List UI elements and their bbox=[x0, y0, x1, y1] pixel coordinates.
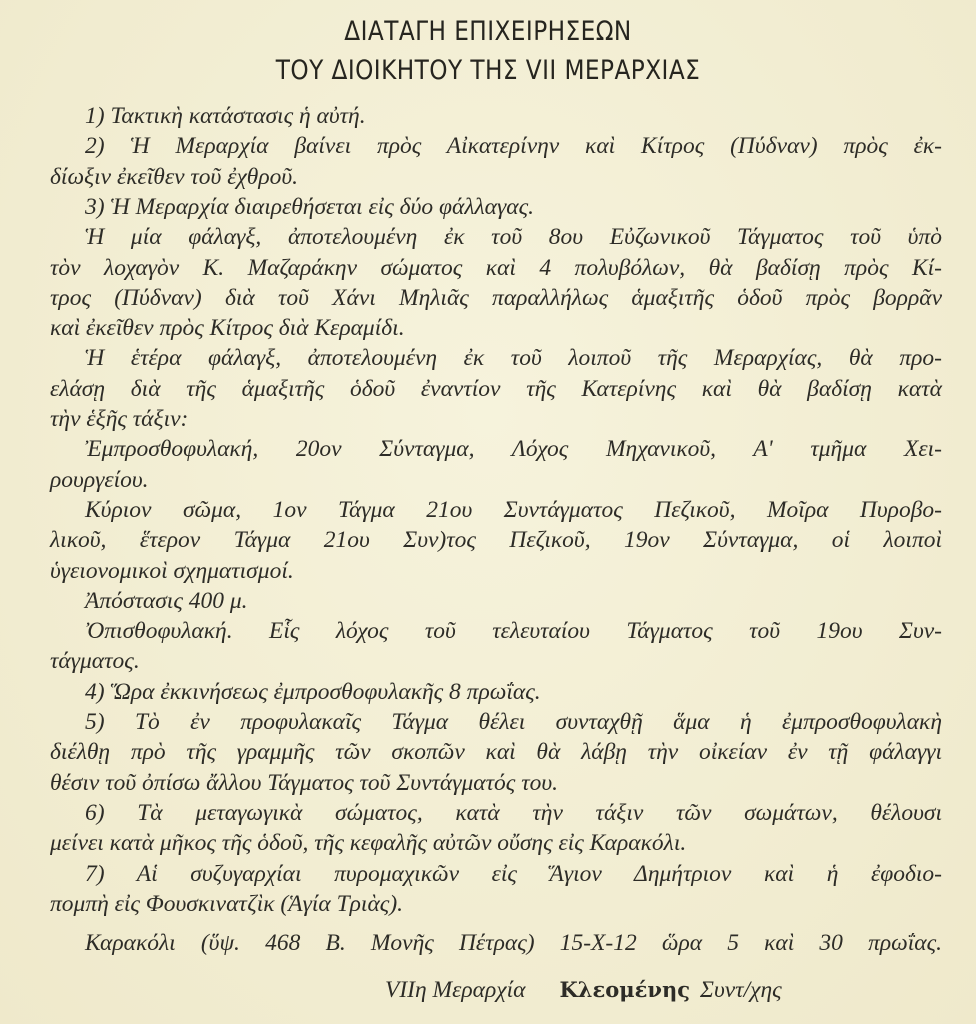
text-line: Ἀπόστασις 400 μ. bbox=[85, 587, 248, 614]
text-line: θέσιν τοῦ ὀπίσω ἄλλου Τάγματος τοῦ Συντάγματός του. bbox=[50, 769, 559, 796]
text-line: Κύριον σῶμα, 1ον Τάγμα 21ου Συντάγματος Πεζικοῦ, Μοῖρα Πυροβο- bbox=[85, 496, 942, 523]
text-line: πομπὴ εἰς Φουσκινατζὶκ (Ἁγία Τριὰς). bbox=[50, 890, 404, 917]
title-line-1: ΔΙΑΤΑΓΗ ΕΠΙΧΕΙΡΗΣΕΩΝ bbox=[344, 16, 632, 47]
signature-division: VIIη Μεραρχία bbox=[385, 977, 526, 1003]
text-line: τάγματος. bbox=[50, 648, 140, 675]
signature-name: Κλεομένης bbox=[559, 977, 690, 1002]
text-line: 7) Αἱ συζυγαρχίαι πυρομαχικῶν εἰς Ἅγιον Δημήτριον καὶ ἡ ἐφοδιο- bbox=[85, 860, 942, 887]
text-line: Ὀπισθοφυλακή. Εἷς λόχος τοῦ τελευταίου Τάγματος τοῦ 19ου Συν- bbox=[85, 618, 942, 645]
text-line: Ἡ ἑτέρα φάλαγξ, ἀποτελουμένη ἐκ τοῦ λοιποῦ τῆς Μεραρχίας, θὰ προ- bbox=[85, 345, 942, 372]
text-line: τὴν ἑξῆς τάξιν: bbox=[50, 406, 189, 432]
text-line: διέλθῃ πρὸ τῆς γραμμῆς τῶν σκοπῶν καὶ θὰ λάβῃ τὴν οἰκείαν ἐν τῇ φάλαγγι bbox=[50, 739, 942, 766]
text-line: τρος (Πύδναν) διὰ τοῦ Χάνι Μηλιᾶς παραλλήλως ἁμαξιτῆς ὁδοῦ πρὸς βορρᾶν bbox=[50, 284, 942, 311]
text-line: ρουργείου. bbox=[50, 466, 149, 493]
signature-rank: Συντ/χης bbox=[700, 977, 782, 1003]
dateline: Καρακόλι (ὕψ. 468 Β. Μονῆς Πέτρας) 15-Χ-12 ὥρα 5 καὶ 30 πρωΐας. bbox=[85, 930, 942, 956]
signature-block bbox=[385, 976, 782, 1004]
text-line: 1) Τακτικὴ κατάστασις ἡ αὐτή. bbox=[85, 103, 366, 129]
text-line: Ἡ μία φάλαγξ, ἀποτελουμένη ἐκ τοῦ 8ου Εὐζωνικοῦ Τάγματος τοῦ ὑπὸ bbox=[85, 224, 942, 251]
text-line: 6) Τὰ μεταγωγικὰ σώματος, κατὰ τὴν τάξιν τῶν σωμάτων, θέλουσι bbox=[85, 799, 942, 826]
text-line: ὑγειονομικοὶ σχηματισμοί. bbox=[50, 557, 294, 584]
text-line: ελάσῃ διὰ τῆς ἁμαξιτῆς ὁδοῦ ἐναντίον τῆς Κατερίνης καὶ θὰ βαδίσῃ κατὰ bbox=[50, 375, 942, 402]
text-line: λικοῦ, ἕτερον Τάγμα 21ου Συν)τος Πεζικοῦ, 19ον Σύνταγμα, οἱ λοιποὶ bbox=[50, 527, 942, 554]
text-line: 4) Ὥρα ἐκκινήσεως ἐμπροσθοφυλακῆς 8 πρωΐας. bbox=[85, 678, 541, 705]
text-line: 5) Τὸ ἐν προφυλακαῖς Τάγμα θέλει συνταχθῇ ἅμα ἡ ἐμπροσθοφυλακὴ bbox=[85, 709, 942, 735]
text-line: 2) Ἡ Μεραρχία βαίνει πρὸς Αἰκατερίνην καὶ Κίτρος (Πύδναν) πρὸς ἐκ- bbox=[85, 133, 942, 160]
text-line: καὶ ἐκεῖθεν πρὸς Κίτρος διὰ Κεραμίδι. bbox=[50, 315, 405, 342]
text-line: Ἐμπροσθοφυλακή, 20ον Σύνταγμα, Λόχος Μηχανικοῦ, Α' τμῆμα Χει- bbox=[85, 436, 942, 463]
text-line: τὸν λοχαγὸν Κ. Μαζαράκην σώματος καὶ 4 πολυβόλων, θὰ βαδίσῃ πρὸς Κί- bbox=[50, 254, 942, 281]
title-line-2: ΤΟΥ ΔΙΟΙΚΗΤΟΥ ΤΗΣ VII ΜΕΡΑΡΧΙΑΣ bbox=[275, 55, 701, 86]
text-line: δίωξιν ἐκεῖθεν τοῦ ἐχθροῦ. bbox=[50, 163, 299, 190]
text-line: 3) Ἡ Μεραρχία διαιρεθήσεται εἰς δύο φάλλαγας. bbox=[85, 193, 535, 220]
text-line: μείνει κατὰ μῆκος τῆς ὁδοῦ, τῆς κεφαλῆς αὐτῶν οὔσης εἰς Καρακόλι. bbox=[50, 830, 687, 857]
